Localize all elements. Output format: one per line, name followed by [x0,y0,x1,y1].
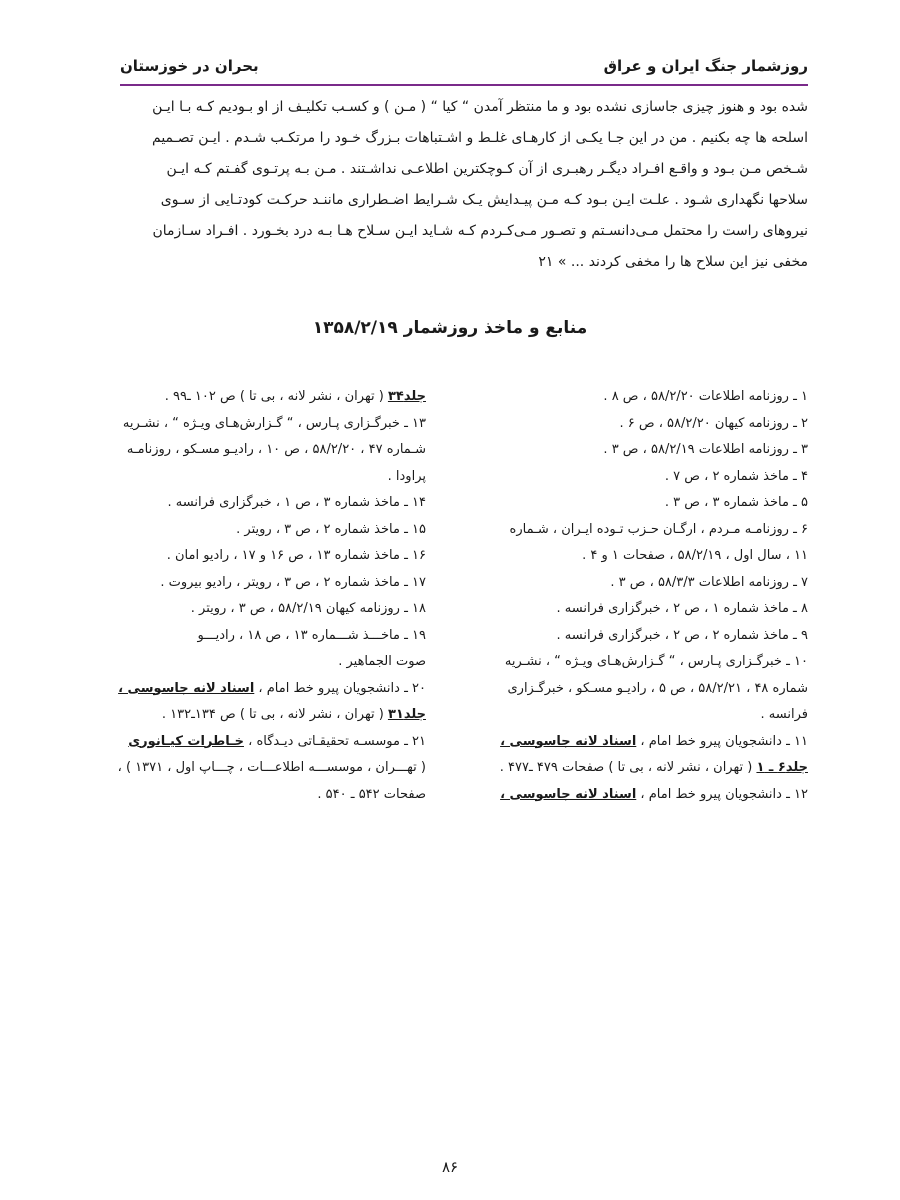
ref11-prefix: ۱۱ ـ دانشجویان پیرو خط امام ، [640,733,808,749]
reference-item: ۱۴ ـ ماخذ شماره ۳ ، ص ۱ ، خبرگزاری فرانسه . [167,495,426,510]
reference-item: ۱ ـ روزنامه اطلاعات ۵۸/۲/۲۰ ، ص ۸ . [603,389,808,404]
reference-item: ۷ ـ روزنامه اطلاعات ۵۸/۳/۳ ، ص ۳ . [610,574,808,590]
ref20-prefix: ۲۰ ـ دانشجویان پیرو خط امام ، [258,680,426,696]
reference-item-21-cont: ( تهـــران ، موسســـه اطلاعـــات ، چـــاپ اول ، ۱۳۷۱ ) ، [117,760,426,775]
reference-item-21 [74,729,426,756]
ref12-volume: جلد۳۴ [387,389,426,404]
reference-item-12 [448,782,808,809]
reference-item: ۶ ـ روزنامـه مـردم ، ارگـان حـزب تـوده ایـران ، شـماره [509,521,808,537]
references-left-column [74,384,426,808]
reference-item: ۲ ـ روزنامه کیهان ۵۸/۲/۲۰ ، ص ۶ . [619,415,808,431]
reference-item: ۱۱ ، سال اول ، ۵۸/۲/۱۹ ، صفحات ۱ و ۴ . [582,548,808,563]
reference-item: ۱۵ ـ ماخذ شماره ۲ ، ص ۳ ، رویتر . [236,521,426,537]
reference-item: شماره ۴۸ ، ۵۸/۲/۲۱ ، ص ۵ ، رادیـو مسـکو ، خبرگـزاری [507,680,808,696]
intro-line: شـخص مـن بـود و واقـع افـراد دیگـر رهبـری از آن کـوچکترین اطلاعـی نداشـتند . مـن بـه پرتـوی گفـتم کـه ایـن [166,161,808,177]
reference-item-20 [74,676,426,703]
references-right-column [448,384,808,808]
ref20-volume: جلد۳۱ [387,707,426,722]
header-rule [120,84,808,86]
intro-quote [74,92,808,278]
reference-item: ۹ ـ ماخذ شماره ۲ ، ص ۲ ، خبرگزاری فرانسه . [556,627,808,643]
page-number: ۸۶ [441,1158,459,1176]
volume-title: بحران در خوزستان [120,57,259,75]
ref12-prefix: ۱۲ ـ دانشجویان پیرو خط امام ، [640,786,808,802]
ref12-title: اسناد لانه جاسوسی ، [500,786,637,802]
reference-item: ۱۸ ـ روزنامه کیهان ۵۸/۲/۱۹ ، ص ۳ ، رویتر . [190,601,426,616]
ref11-rest: ( تهران ، نشر لانه ، بی تا ) صفحات ۴۷۹ ـ۴۷۷ . [499,760,753,775]
intro-line: نیروهای راست را محتمل مـی‌دانسـتم و تصـور مـی‌کـردم کـه شـاید ایـن سـلاح هـا بـه درد بخـورد . افـراد سـازمان [152,223,808,239]
reference-item: ۱۹ ـ ماخـــذ شـــماره ۱۳ ، ص ۱۸ ، رادیـــو [197,627,426,643]
reference-item: ۴ ـ ماخذ شماره ۲ ، ص ۷ . [664,468,808,484]
book-title: روزشمار جنگ ایران و عراق [603,57,808,75]
reference-item: ۱۶ ـ ماخذ شماره ۱۳ ، ص ۱۶ و ۱۷ ، رادیو امان . [166,548,426,563]
ref21-title: خـاطرات کیـانوری [128,733,244,749]
intro-line: شده بود و هنوز چیزی جاسازی نشده بود و ما منتظر آمدن “ کیا “ ( مـن ) و کسـب تکلیـف از او بـودیم کـه بـا ایـن [152,99,808,115]
running-header [120,50,808,82]
reference-item: پراودا . [387,468,426,484]
reference-item-11 [448,729,808,756]
reference-item: ۱۳ ـ خبرگـزاری پـارس ، “ گـزارش‌هـای ویـژه “ ، نشـریه [122,415,426,431]
intro-line: سلاحها نگهداری شـود . علـت ایـن بـود کـه مـن پیـدایش یـک شـرایط اضـطراری ماننـد حرکـت کودتـایی از سـوی [160,192,808,208]
ref20-rest: ( تهران ، نشر لانه ، بی تا ) ص ۱۳۴ـ۱۳۲ . [161,707,384,722]
reference-item: شـماره ۴۷ ، ۵۸/۲/۲۰ ، ص ۱۰ ، رادیـو مسـکو ، روزنامـه [126,442,426,457]
ref11-volume: جلد۶ ـ ۱ [756,760,808,775]
intro-line: مخفی نیز این سلاح ها را مخفی کردند ... » ۲۱ [538,254,808,270]
ref20-title: اسناد لانه جاسوسی ، [118,680,255,696]
reference-item: ۱۰ ـ خبرگـزاری پـارس ، “ گـزارش‌هـای ویـژه “ ، نشـریه [504,654,808,669]
reference-item-12-cont [74,384,426,411]
reference-item-20-cont [74,702,426,729]
reference-item-11-cont [448,755,808,782]
intro-line: اسلحه ها چه بکنیم . من در این جـا یکـی از کارهـای غلـط و اشـتباهات بـزرگ خـود را مرتکـب شـدم . ایـن تصـمیم [152,130,808,146]
ref11-title: اسناد لانه جاسوسی ، [500,733,637,749]
ref21-prefix: ۲۱ ـ موسسـه تحقیقـاتی دیـدگاه ، [248,733,426,749]
reference-item: ۸ ـ ماخذ شماره ۱ ، ص ۲ ، خبرگزاری فرانسه . [556,601,808,616]
reference-item: صوت الجماهیر . [338,654,426,669]
reference-item: ۵ ـ ماخذ شماره ۳ ، ص ۳ . [664,495,808,510]
reference-item: ۳ ـ روزنامه اطلاعات ۵۸/۲/۱۹ ، ص ۳ . [603,442,808,457]
section-title: منابع و ماخذ روزشمار ۱۳۵۸/۲/۱۹ [312,318,588,338]
reference-item: فرانسه . [760,707,808,722]
reference-item-21-cont: صفحات ۵۴۲ ـ ۵۴۰ . [317,786,426,802]
ref12-rest: ( تهران ، نشر لانه ، بی تا ) ص ۱۰۲ ـ۹۹ . [164,389,384,404]
reference-item: ۱۷ ـ ماخذ شماره ۲ ، ص ۳ ، رویتر ، رادیو بیروت . [160,574,426,590]
